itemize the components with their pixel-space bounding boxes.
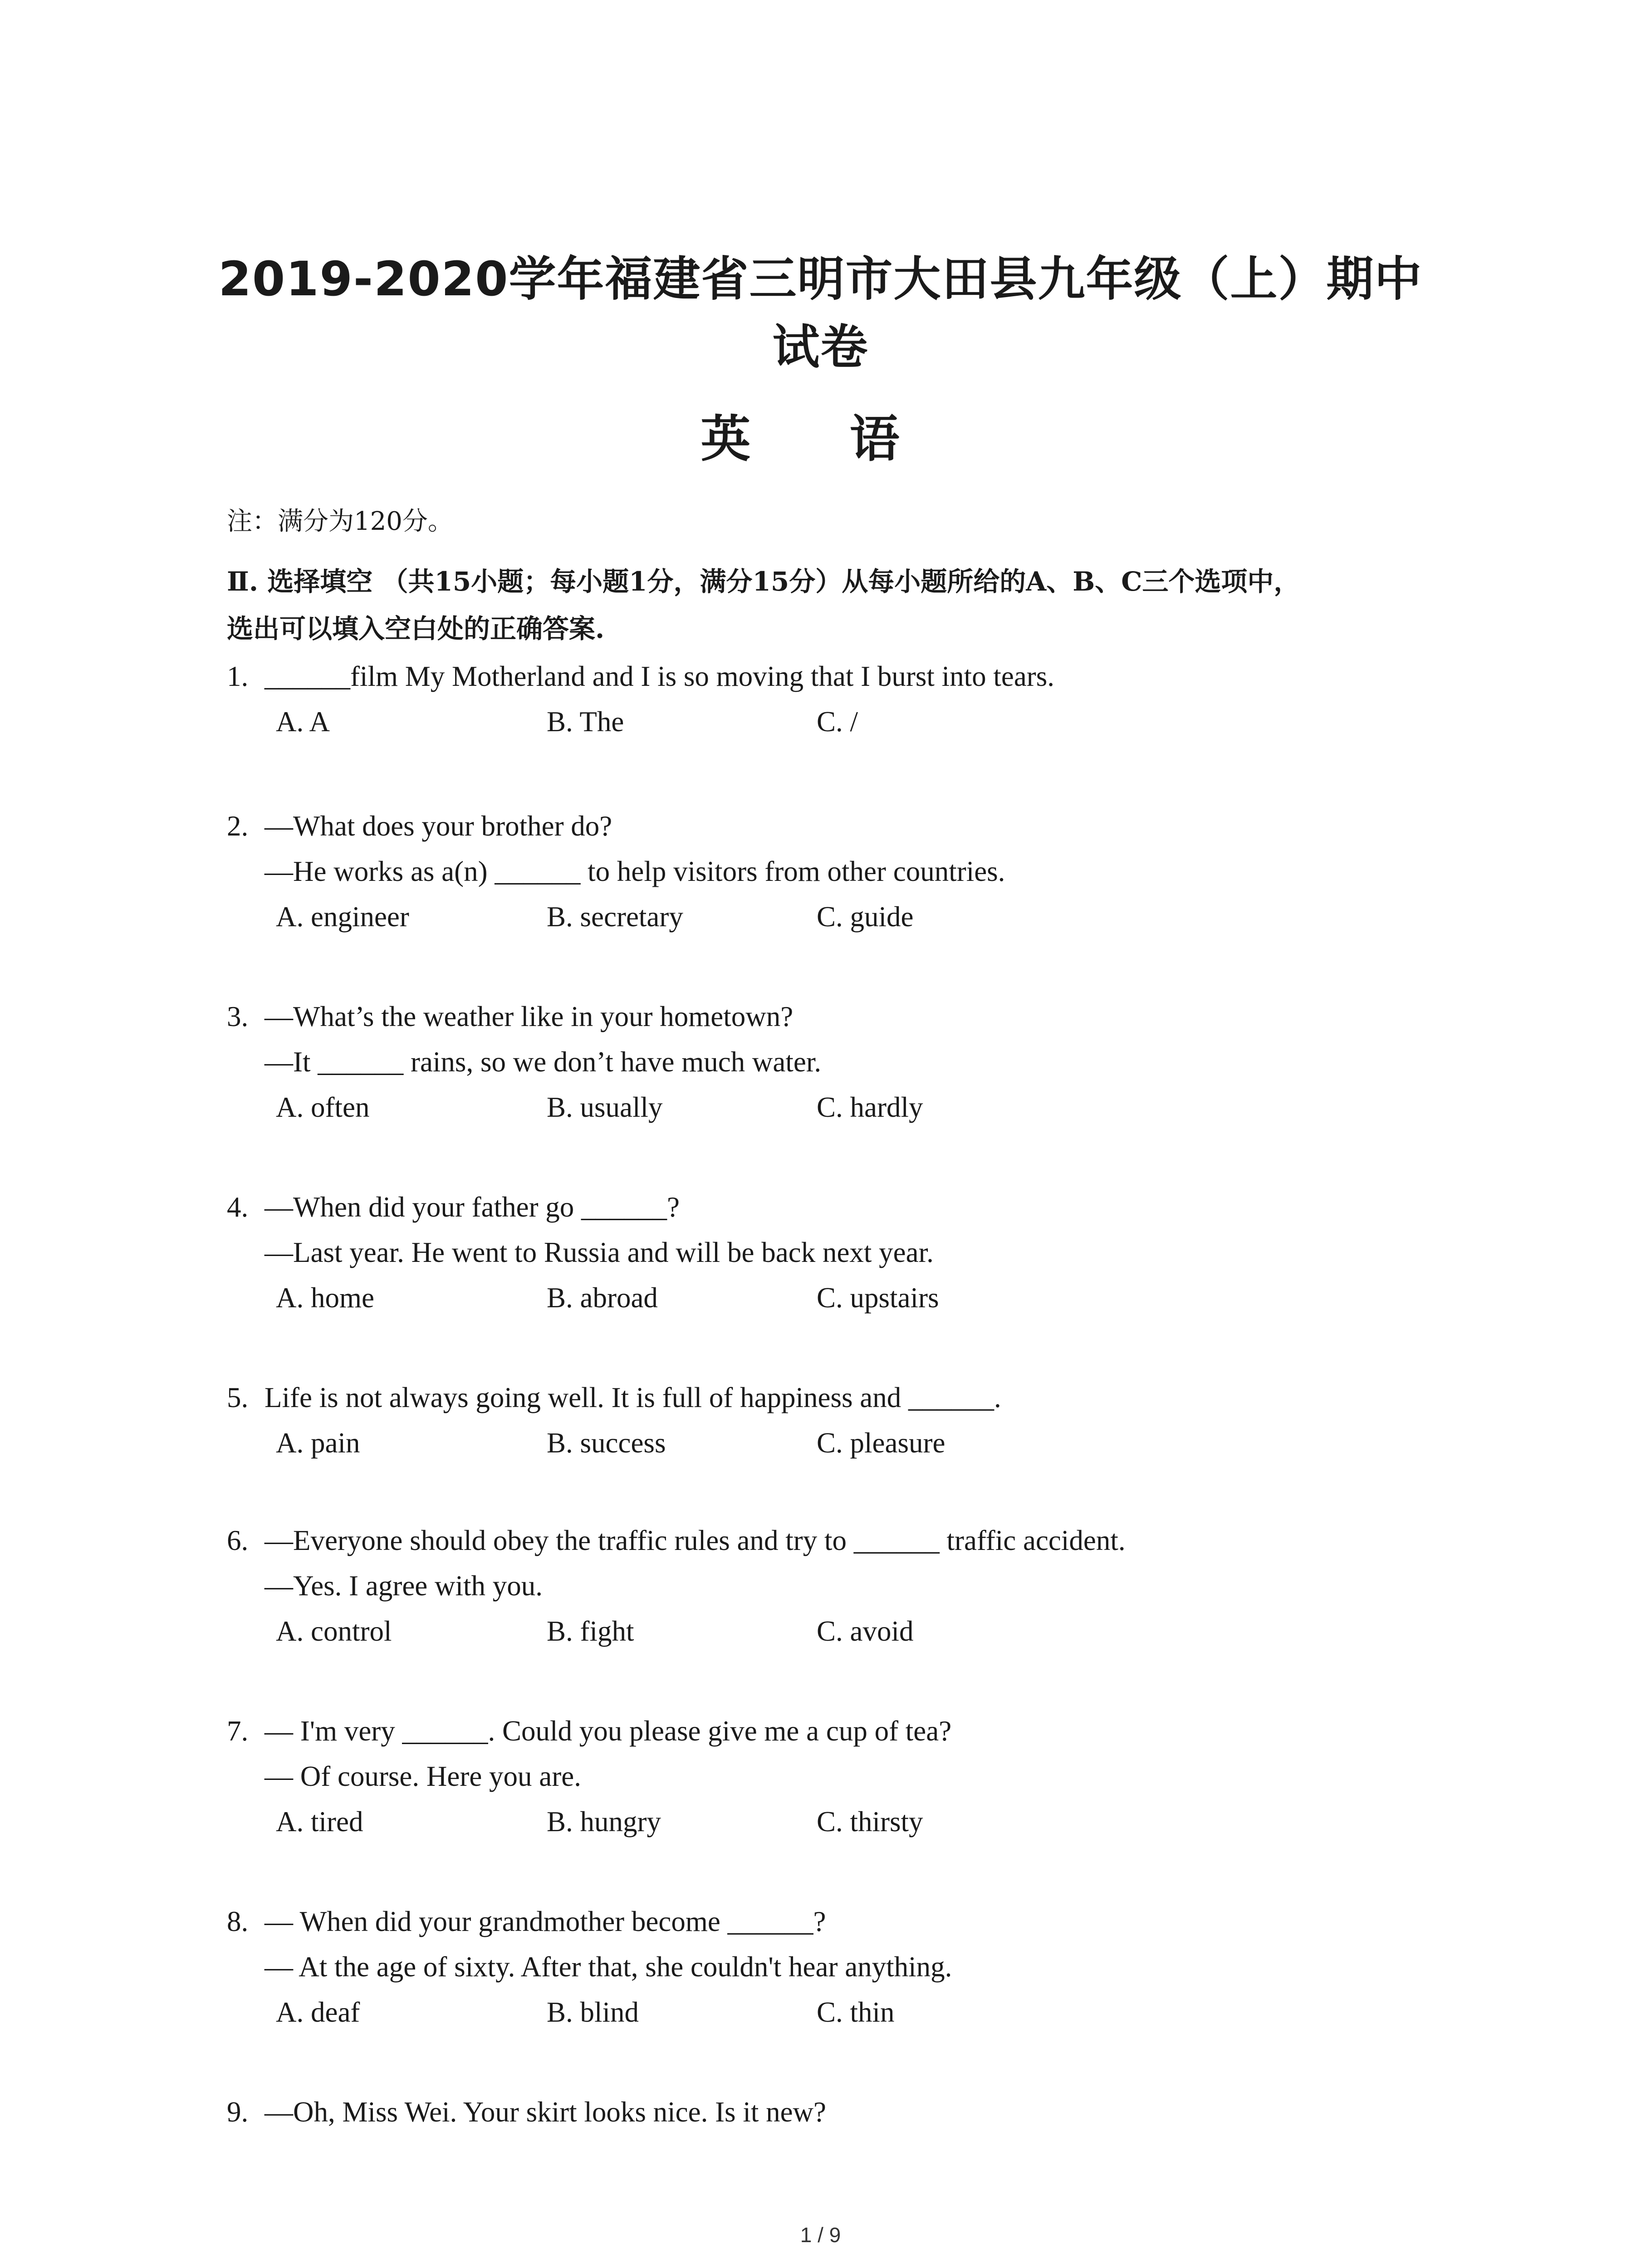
option-c: C. guide <box>817 901 914 933</box>
question-number: 5. <box>227 1382 249 1413</box>
option-a: A. pain <box>276 1427 360 1459</box>
question-stem: —Last year. He went to Russia and will be back next year. <box>265 1237 934 1268</box>
title-line-1: 2019-2020学年福建省三明市大田县九年级（上）期中 <box>218 251 1423 307</box>
option-b: B. hungry <box>547 1806 661 1838</box>
option-c: C. thin <box>817 1996 895 2028</box>
question-stem: — I'm very ______. Could you please give me a cup of tea? <box>265 1715 952 1747</box>
option-c: C. avoid <box>817 1615 914 1647</box>
question-stem: —He works as a(n) ______ to help visitors from other countries. <box>265 855 1005 887</box>
question-number: 8. <box>227 1906 249 1937</box>
question-stem: — When did your grandmother become ______? <box>265 1906 826 1937</box>
question-stem: —Oh, Miss Wei. Your skirt looks nice. Is it new? <box>265 2096 827 2128</box>
question-stem: —Yes. I agree with you. <box>265 1570 543 1602</box>
question-stem: — At the age of sixty. After that, she couldn't hear anything. <box>265 1951 952 1983</box>
question-number: 6. <box>227 1525 249 1556</box>
option-c: C. thirsty <box>817 1806 923 1838</box>
question-number: 9. <box>227 2096 249 2128</box>
option-b: B. success <box>547 1427 666 1459</box>
question-stem: —When did your father go ______? <box>265 1191 680 1223</box>
option-b: B. The <box>547 706 624 738</box>
option-a: A. control <box>276 1615 392 1647</box>
section-instructions <box>227 558 1452 652</box>
option-c: C. hardly <box>817 1091 923 1123</box>
question-stem: Life is not always going well. It is full of happiness and ______. <box>265 1382 1001 1413</box>
question-stem: —What does your brother do? <box>265 810 612 842</box>
question-stem: —What’s the weather like in your hometown? <box>265 1001 794 1032</box>
title-line-2: 试卷 <box>772 319 869 375</box>
question-number: 3. <box>227 1001 249 1032</box>
option-b: B. secretary <box>547 901 683 933</box>
section-line-2: 选出可以填入空白处的正确答案. <box>227 613 605 644</box>
question-number: 4. <box>227 1191 249 1223</box>
option-b: B. fight <box>547 1615 634 1647</box>
section-line-1: Ⅱ. 选择填空 （共15小题；每小题1分，满分15分）从每小题所给的A、B、C三个选项中， <box>227 566 1300 597</box>
question-number: 2. <box>227 810 249 842</box>
option-a: A. A <box>276 706 330 738</box>
page-number: 1 / 9 <box>800 2223 841 2247</box>
question-number: 1. <box>227 660 249 692</box>
option-b: B. blind <box>547 1996 639 2028</box>
option-b: B. abroad <box>547 1282 658 1314</box>
option-c: C. / <box>817 706 858 738</box>
option-a: A. engineer <box>276 901 409 933</box>
question-stem: ______film My Motherland and I is so moving that I burst into tears. <box>265 660 1055 692</box>
option-a: A. home <box>276 1282 374 1314</box>
option-c: C. upstairs <box>817 1282 939 1314</box>
subject-heading: 英 语 <box>700 410 941 468</box>
question-stem: —It ______ rains, so we don’t have much water. <box>265 1046 822 1078</box>
question-number: 7. <box>227 1715 249 1747</box>
option-b: B. usually <box>547 1091 663 1123</box>
option-a: A. often <box>276 1091 370 1123</box>
option-a: A. deaf <box>276 1996 360 2028</box>
option-a: A. tired <box>276 1806 363 1838</box>
score-note: 注：满分为120分。 <box>227 507 453 536</box>
page-title <box>136 245 1505 381</box>
option-c: C. pleasure <box>817 1427 945 1459</box>
question-stem: — Of course. Here you are. <box>265 1760 581 1792</box>
question-stem: —Everyone should obey the traffic rules and try to ______ traffic accident. <box>265 1525 1126 1556</box>
